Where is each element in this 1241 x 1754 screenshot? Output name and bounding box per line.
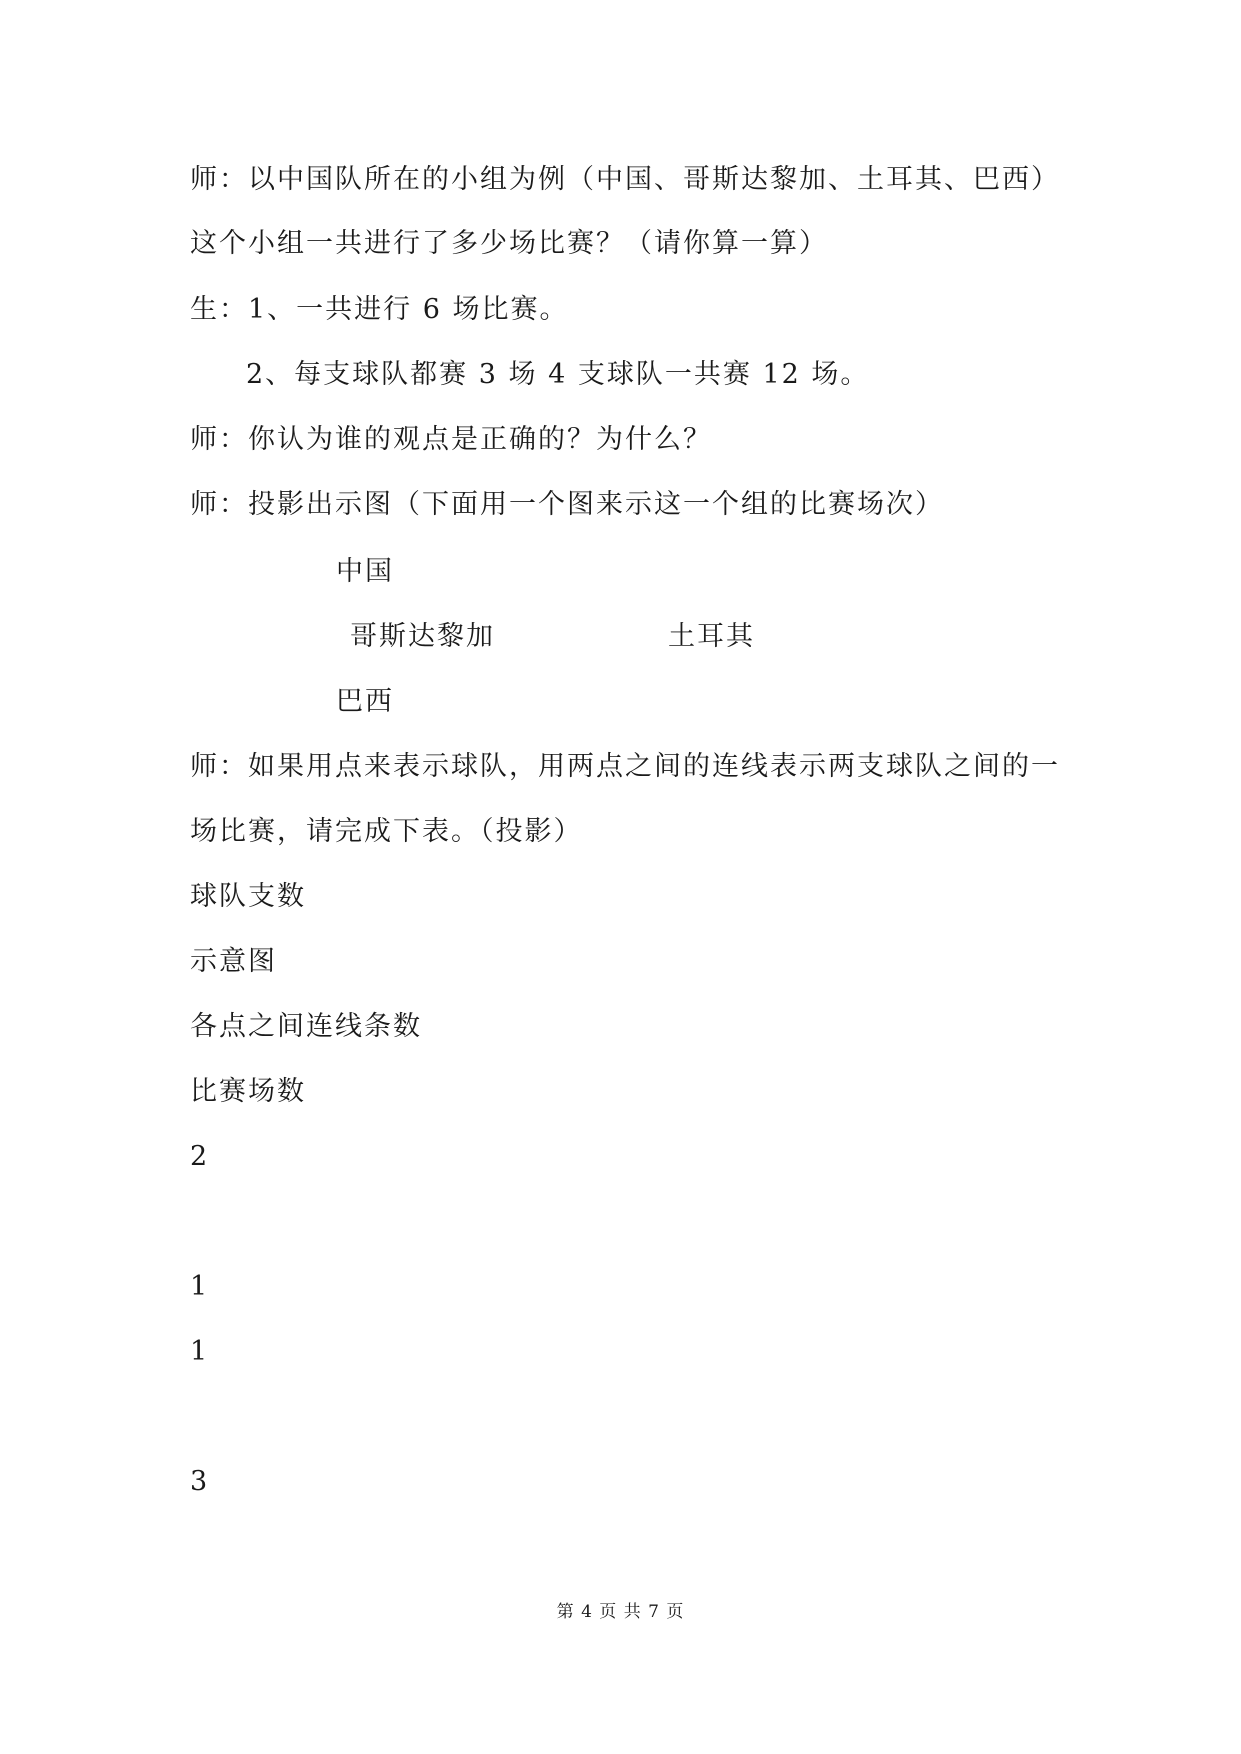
diagram-label-brazil: 巴西 bbox=[336, 686, 394, 717]
table-header-team-count: 球队支数 bbox=[190, 881, 306, 912]
table-header-diagram: 示意图 bbox=[190, 946, 277, 977]
diagram-label-china: 中国 bbox=[336, 556, 394, 587]
paragraph-student-answer-1: 生：1、一共进行 6 场比赛。 bbox=[190, 294, 569, 325]
table-value: 1 bbox=[190, 1336, 210, 1367]
table-value: 2 bbox=[190, 1141, 210, 1172]
table-header-line-count: 各点之间连线条数 bbox=[190, 1011, 422, 1042]
table-value: 1 bbox=[190, 1271, 210, 1302]
table-value: 3 bbox=[190, 1466, 210, 1497]
page-footer: 第 4 页 共 7 页 bbox=[556, 1602, 685, 1622]
paragraph-teacher-instruction: 师：如果用点来表示球队，用两点之间的连线表示两支球队之间的一 bbox=[190, 751, 1060, 782]
diagram-label-costa-rica: 哥斯达黎加 bbox=[350, 621, 495, 652]
paragraph-teacher-projection: 师：投影出示图（下面用一个图来示这一个组的比赛场次） bbox=[190, 489, 944, 520]
table-header-match-count: 比赛场数 bbox=[190, 1076, 306, 1107]
paragraph-question-continued: 这个小组一共进行了多少场比赛？（请你算一算） bbox=[190, 228, 828, 259]
paragraph-teacher-why: 师：你认为谁的观点是正确的？为什么？ bbox=[190, 424, 712, 455]
diagram-label-turkey: 土耳其 bbox=[668, 621, 755, 652]
paragraph-student-answer-2: 2、每支球队都赛 3 场 4 支球队一共赛 12 场。 bbox=[246, 359, 870, 390]
paragraph-instruction-continued: 场比赛，请完成下表。（投影） bbox=[190, 816, 583, 847]
paragraph-teacher-question: 师：以中国队所在的小组为例（中国、哥斯达黎加、土耳其、巴西） bbox=[190, 164, 1060, 195]
